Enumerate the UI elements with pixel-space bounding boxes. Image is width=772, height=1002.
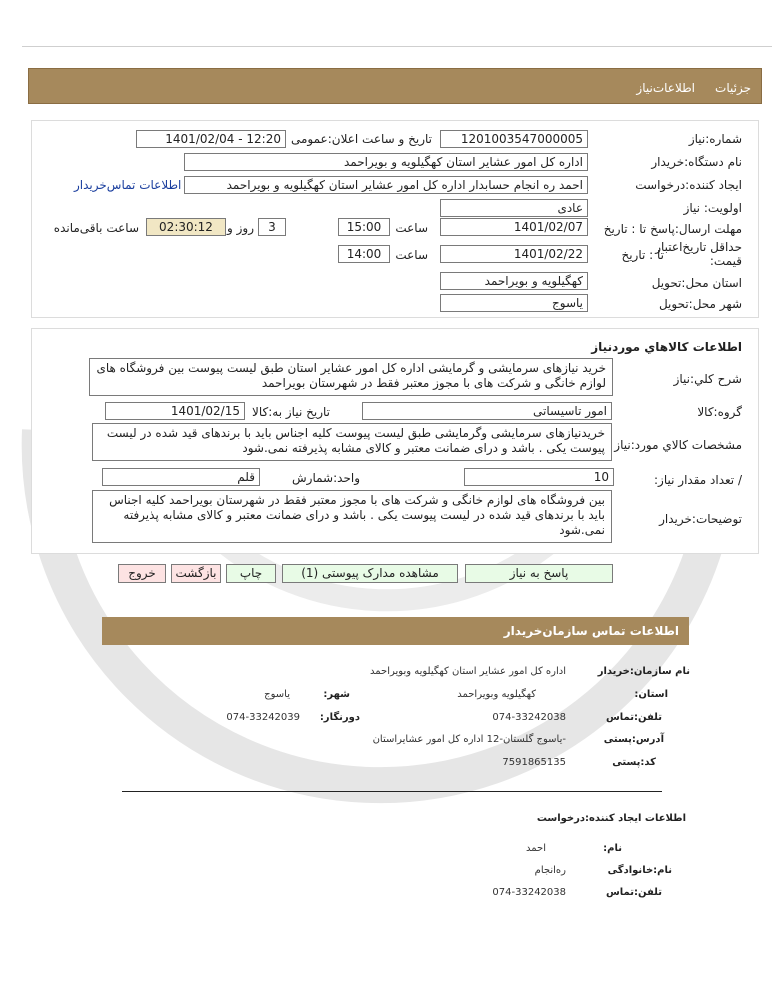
summary-label: شرح كلي:نياز [673, 372, 742, 386]
buyer-notes-label: توضيحات:خريدار [659, 512, 742, 526]
print-button[interactable]: چاپ [226, 564, 276, 583]
tab-details[interactable]: جزئیات [715, 81, 751, 95]
tab-need-info[interactable]: اطلاعات‌نیاز [636, 81, 695, 95]
province-field: کهگیلویه و بویراحمد [440, 272, 588, 290]
validity-time-label: ساعت [395, 248, 428, 262]
summary-field: خرید نیازهای سرمایشی و گرمایشی اداره کل امور عشایر استان طبق لیست پیوست بین فروشگاه های لوازم خانگی و شرکت های با مجوز معتبر فقط در شهرستان بویراحمد [89, 358, 613, 396]
buyer-contact-link[interactable]: اطلاعات تماس‌خریدار [74, 178, 182, 192]
remaining-time-label: ساعت باقی‌مانده [53, 221, 139, 235]
top-divider [22, 46, 772, 47]
city-label: شهر محل:تحویل [658, 297, 742, 311]
reply-time-label: ساعت [395, 221, 428, 235]
contact-city-value: یاسوج [264, 689, 290, 700]
need-info-panel [31, 120, 759, 318]
creator-phone-value: 074-33242038 [492, 887, 566, 898]
specs-field: خریدنیازهای سرمایشی وگرمایشی طبق لیست پیوست کلیه اجناس باید با برندهای قید شده در لیست پیوست یکی . باشد و درای ضمانت معتبر و کالای مشابه پذیرفته نمی.شود [92, 423, 612, 461]
contact-info-title: اطلاعات تماس سازمان‌خریدار [503, 624, 679, 638]
creator-field: احمد ره انجام حسابدار اداره کل امور عشایر استان کهگیلویه و بویراحمد [184, 176, 588, 194]
remaining-time-field: 02:30:12 [146, 218, 226, 236]
contact-province-value: کهگیلویه وبویراحمد [457, 689, 536, 700]
reply-to-need-button[interactable]: پاسخ به نیاز [465, 564, 613, 583]
back-button[interactable]: بازگشت [171, 564, 221, 583]
validity-date-field: 1401/02/22 [440, 245, 588, 263]
buyer-notes-field: بین فروشگاه های لوازم خانگی و شرکت های با مجوز معتبر فقط در شهرستان بویراحمد کلیه اجناس باید با برندهای قید شده در لیست پیوست یکی . باشد و درای ضمانت معتبر و کالای مشابه پذیرفته نمی.شود [92, 490, 612, 543]
contact-postal-label: کد:پستی [612, 757, 656, 768]
quantity-label: / تعداد مقدار نياز: [654, 473, 742, 487]
need-date-label: تاریخ نیاز به:کالا [252, 405, 330, 419]
contact-phone-value: 074-33242038 [492, 712, 566, 723]
creator-section-title: اطلاعات ایجاد کننده:درخواست [536, 813, 686, 824]
creator-family-label: نام:خانوادگی [607, 865, 672, 876]
creator-label: ایجاد کننده:درخواست [635, 178, 742, 192]
need-number-label: شماره:نیاز [688, 132, 742, 146]
contact-address-label: آدرس:پستی [603, 734, 664, 745]
province-label: استان محل:تحویل [651, 276, 742, 290]
contact-org-value: اداره کل امور عشایر استان کهگیلویه وبویراحمد [369, 666, 566, 677]
creator-name-label: نام: [603, 843, 622, 854]
contact-info-bar [102, 617, 689, 645]
announce-date-field: 1401/02/04 - 12:20 [136, 130, 286, 148]
announce-date-label: تاریخ و ساعت اعلان:عمومی [290, 132, 432, 146]
days-label: روز و [227, 221, 254, 235]
creator-phone-label: تلفن:تماس [605, 887, 662, 898]
priority-field: عادی [440, 199, 588, 217]
need-number-field: 1201003547000005 [440, 130, 588, 148]
group-label: گروه:كالا [697, 405, 742, 419]
buyer-org-label: نام دستگاه:خریدار [651, 155, 742, 169]
contact-fax-value: 074-33242039 [226, 712, 300, 723]
contact-divider [122, 791, 662, 792]
creator-family-value: ره‌انجام [534, 865, 566, 876]
reply-date-field: 1401/02/07 [440, 218, 588, 236]
contact-fax-label: دورنگار: [319, 712, 360, 723]
unit-field: قلم [102, 468, 260, 486]
contact-org-label: نام سازمان:خریدار [597, 666, 690, 677]
goods-section-title: اطلاعات كالاهاي موردنياز [591, 340, 742, 354]
group-field: امور تاسیساتی [362, 402, 612, 420]
validity-to-label: تا : تاریخ [621, 248, 664, 262]
contact-address-value: -یاسوج گلستان-12 اداره کل امور عشایراستان [372, 734, 566, 745]
need-date-field: 1401/02/15 [105, 402, 245, 420]
validity-time-field: 14:00 [338, 245, 390, 263]
page-header-bar [28, 68, 762, 104]
contact-city-label: شهر: [323, 689, 350, 700]
buyer-org-field: اداره کل امور عشایر استان کهگیلویه و بویراحمد [184, 153, 588, 171]
reply-time-field: 15:00 [338, 218, 390, 236]
quantity-field: 10 [464, 468, 614, 486]
validity-label-2: قیمت: [709, 254, 742, 268]
reply-deadline-label: مهلت ارسال:پاسخ تا : تاریخ [603, 222, 742, 236]
contact-province-label: استان: [634, 689, 668, 700]
creator-name-value: احمد [526, 843, 546, 854]
unit-label: واحد:شمارش [292, 471, 360, 485]
exit-button[interactable]: خروج [118, 564, 166, 583]
priority-label: اولویت: نیاز [683, 201, 742, 215]
days-field: 3 [258, 218, 286, 236]
view-attachments-button[interactable]: مشاهده مدارک پیوستی (1) [282, 564, 458, 583]
city-field: یاسوج [440, 294, 588, 312]
contact-postal-value: 7591865135 [502, 757, 566, 768]
contact-phone-label: تلفن:تماس [605, 712, 662, 723]
specs-label: مشخصات كالاي مورد:نياز [614, 438, 742, 452]
validity-label-1: حداقل تاریخ‌اعتبار [655, 240, 742, 254]
